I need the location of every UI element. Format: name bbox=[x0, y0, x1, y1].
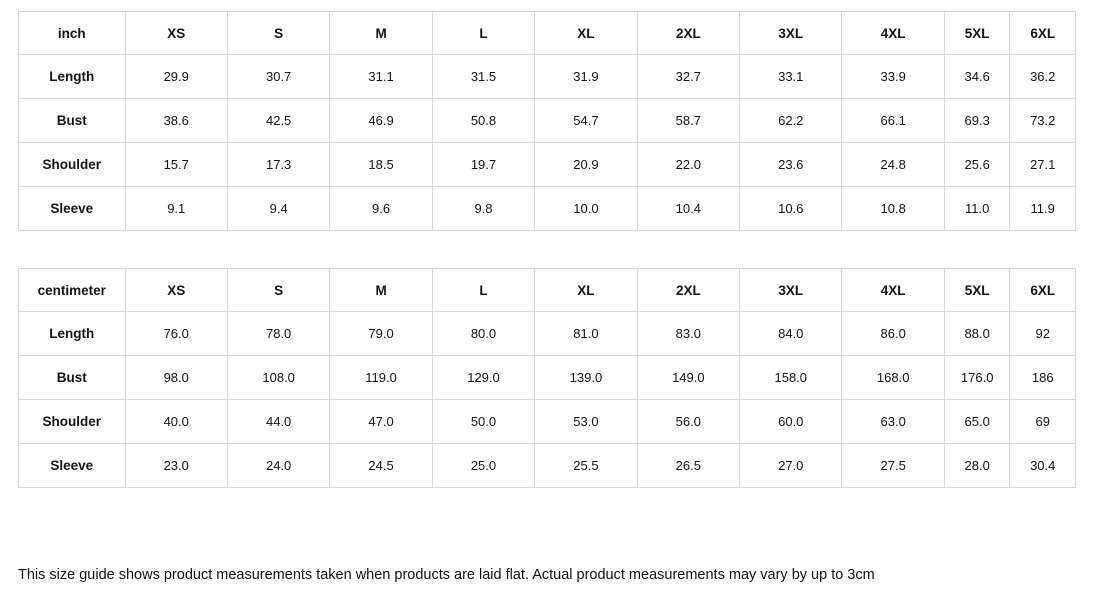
measurement-cell: 60.0 bbox=[740, 400, 842, 444]
measurement-cell: 53.0 bbox=[535, 400, 637, 444]
measurement-cell: 26.5 bbox=[637, 444, 739, 488]
measurement-cell: 36.2 bbox=[1010, 55, 1076, 99]
measurement-cell: 10.4 bbox=[637, 187, 739, 231]
table-row bbox=[19, 143, 1076, 187]
measurement-cell: 11.9 bbox=[1010, 187, 1076, 231]
table-row bbox=[19, 187, 1076, 231]
column-header-cell: XS bbox=[125, 12, 227, 55]
measurement-cell: 79.0 bbox=[330, 312, 432, 356]
measurement-cell: 186 bbox=[1010, 356, 1076, 400]
measurement-cell: 66.1 bbox=[842, 99, 944, 143]
measurement-cell: 17.3 bbox=[227, 143, 329, 187]
measurement-cell: 50.0 bbox=[432, 400, 534, 444]
measurement-cell: 24.5 bbox=[330, 444, 432, 488]
measurement-cell: 42.5 bbox=[227, 99, 329, 143]
measurement-cell: 29.9 bbox=[125, 55, 227, 99]
column-header-cell: 6XL bbox=[1010, 269, 1076, 312]
measurement-cell: 9.4 bbox=[227, 187, 329, 231]
size-guide-note: This size guide shows product measurements taken when products are laid flat. Actual product measurements may vary by up to 3cm bbox=[18, 567, 875, 583]
row-label-cell: Shoulder bbox=[19, 400, 126, 444]
measurement-cell: 25.0 bbox=[432, 444, 534, 488]
unit-label-cell: inch bbox=[19, 12, 126, 55]
measurement-cell: 56.0 bbox=[637, 400, 739, 444]
measurement-cell: 176.0 bbox=[944, 356, 1010, 400]
measurement-cell: 28.0 bbox=[944, 444, 1010, 488]
measurement-cell: 10.0 bbox=[535, 187, 637, 231]
centimeter-size-table-container bbox=[18, 268, 1076, 488]
table-row bbox=[19, 312, 1076, 356]
measurement-cell: 27.5 bbox=[842, 444, 944, 488]
measurement-cell: 129.0 bbox=[432, 356, 534, 400]
table-row bbox=[19, 400, 1076, 444]
measurement-cell: 54.7 bbox=[535, 99, 637, 143]
measurement-cell: 46.9 bbox=[330, 99, 432, 143]
column-header-cell: M bbox=[330, 12, 432, 55]
measurement-cell: 24.8 bbox=[842, 143, 944, 187]
row-label-cell: Bust bbox=[19, 356, 126, 400]
cm-table-body bbox=[19, 269, 1076, 488]
measurement-cell: 19.7 bbox=[432, 143, 534, 187]
column-header-cell: 6XL bbox=[1010, 12, 1076, 55]
column-header-cell: XL bbox=[535, 269, 637, 312]
measurement-cell: 63.0 bbox=[842, 400, 944, 444]
measurement-cell: 31.1 bbox=[330, 55, 432, 99]
measurement-cell: 69 bbox=[1010, 400, 1076, 444]
measurement-cell: 47.0 bbox=[330, 400, 432, 444]
column-header-cell: 3XL bbox=[740, 269, 842, 312]
measurement-cell: 83.0 bbox=[637, 312, 739, 356]
measurement-cell: 69.3 bbox=[944, 99, 1010, 143]
measurement-cell: 27.0 bbox=[740, 444, 842, 488]
row-label-cell: Length bbox=[19, 312, 126, 356]
measurement-cell: 50.8 bbox=[432, 99, 534, 143]
table-row bbox=[19, 55, 1076, 99]
measurement-cell: 149.0 bbox=[637, 356, 739, 400]
measurement-cell: 34.6 bbox=[944, 55, 1010, 99]
table-header-row bbox=[19, 269, 1076, 312]
measurement-cell: 22.0 bbox=[637, 143, 739, 187]
table-header-row bbox=[19, 12, 1076, 55]
measurement-cell: 9.1 bbox=[125, 187, 227, 231]
table-row bbox=[19, 356, 1076, 400]
row-label-cell: Shoulder bbox=[19, 143, 126, 187]
measurement-cell: 10.8 bbox=[842, 187, 944, 231]
measurement-cell: 40.0 bbox=[125, 400, 227, 444]
measurement-cell: 10.6 bbox=[740, 187, 842, 231]
measurement-cell: 9.6 bbox=[330, 187, 432, 231]
measurement-cell: 78.0 bbox=[227, 312, 329, 356]
measurement-cell: 31.5 bbox=[432, 55, 534, 99]
table-row bbox=[19, 444, 1076, 488]
measurement-cell: 58.7 bbox=[637, 99, 739, 143]
measurement-cell: 15.7 bbox=[125, 143, 227, 187]
inch-size-table-container bbox=[18, 11, 1076, 231]
measurement-cell: 76.0 bbox=[125, 312, 227, 356]
measurement-cell: 73.2 bbox=[1010, 99, 1076, 143]
measurement-cell: 23.0 bbox=[125, 444, 227, 488]
measurement-cell: 98.0 bbox=[125, 356, 227, 400]
measurement-cell: 33.1 bbox=[740, 55, 842, 99]
measurement-cell: 24.0 bbox=[227, 444, 329, 488]
measurement-cell: 31.9 bbox=[535, 55, 637, 99]
measurement-cell: 62.2 bbox=[740, 99, 842, 143]
measurement-cell: 86.0 bbox=[842, 312, 944, 356]
measurement-cell: 20.9 bbox=[535, 143, 637, 187]
column-header-cell: XL bbox=[535, 12, 637, 55]
measurement-cell: 30.4 bbox=[1010, 444, 1076, 488]
row-label-cell: Sleeve bbox=[19, 444, 126, 488]
measurement-cell: 92 bbox=[1010, 312, 1076, 356]
measurement-cell: 65.0 bbox=[944, 400, 1010, 444]
inch-table-body bbox=[19, 12, 1076, 231]
measurement-cell: 18.5 bbox=[330, 143, 432, 187]
column-header-cell: M bbox=[330, 269, 432, 312]
measurement-cell: 119.0 bbox=[330, 356, 432, 400]
measurement-cell: 11.0 bbox=[944, 187, 1010, 231]
row-label-cell: Length bbox=[19, 55, 126, 99]
measurement-cell: 33.9 bbox=[842, 55, 944, 99]
column-header-cell: 4XL bbox=[842, 269, 944, 312]
measurement-cell: 23.6 bbox=[740, 143, 842, 187]
table-row bbox=[19, 99, 1076, 143]
column-header-cell: 2XL bbox=[637, 269, 739, 312]
measurement-cell: 80.0 bbox=[432, 312, 534, 356]
column-header-cell: 5XL bbox=[944, 269, 1010, 312]
measurement-cell: 25.5 bbox=[535, 444, 637, 488]
column-header-cell: S bbox=[227, 12, 329, 55]
row-label-cell: Bust bbox=[19, 99, 126, 143]
column-header-cell: L bbox=[432, 269, 534, 312]
column-header-cell: S bbox=[227, 269, 329, 312]
measurement-cell: 32.7 bbox=[637, 55, 739, 99]
column-header-cell: 5XL bbox=[944, 12, 1010, 55]
measurement-cell: 30.7 bbox=[227, 55, 329, 99]
unit-label-cell: centimeter bbox=[19, 269, 126, 312]
column-header-cell: L bbox=[432, 12, 534, 55]
measurement-cell: 44.0 bbox=[227, 400, 329, 444]
column-header-cell: 2XL bbox=[637, 12, 739, 55]
measurement-cell: 139.0 bbox=[535, 356, 637, 400]
column-header-cell: 4XL bbox=[842, 12, 944, 55]
measurement-cell: 168.0 bbox=[842, 356, 944, 400]
measurement-cell: 108.0 bbox=[227, 356, 329, 400]
measurement-cell: 27.1 bbox=[1010, 143, 1076, 187]
measurement-cell: 81.0 bbox=[535, 312, 637, 356]
measurement-cell: 84.0 bbox=[740, 312, 842, 356]
measurement-cell: 9.8 bbox=[432, 187, 534, 231]
column-header-cell: XS bbox=[125, 269, 227, 312]
measurement-cell: 158.0 bbox=[740, 356, 842, 400]
measurement-cell: 88.0 bbox=[944, 312, 1010, 356]
row-label-cell: Sleeve bbox=[19, 187, 126, 231]
centimeter-size-table bbox=[18, 268, 1076, 488]
inch-size-table bbox=[18, 11, 1076, 231]
column-header-cell: 3XL bbox=[740, 12, 842, 55]
measurement-cell: 38.6 bbox=[125, 99, 227, 143]
measurement-cell: 25.6 bbox=[944, 143, 1010, 187]
